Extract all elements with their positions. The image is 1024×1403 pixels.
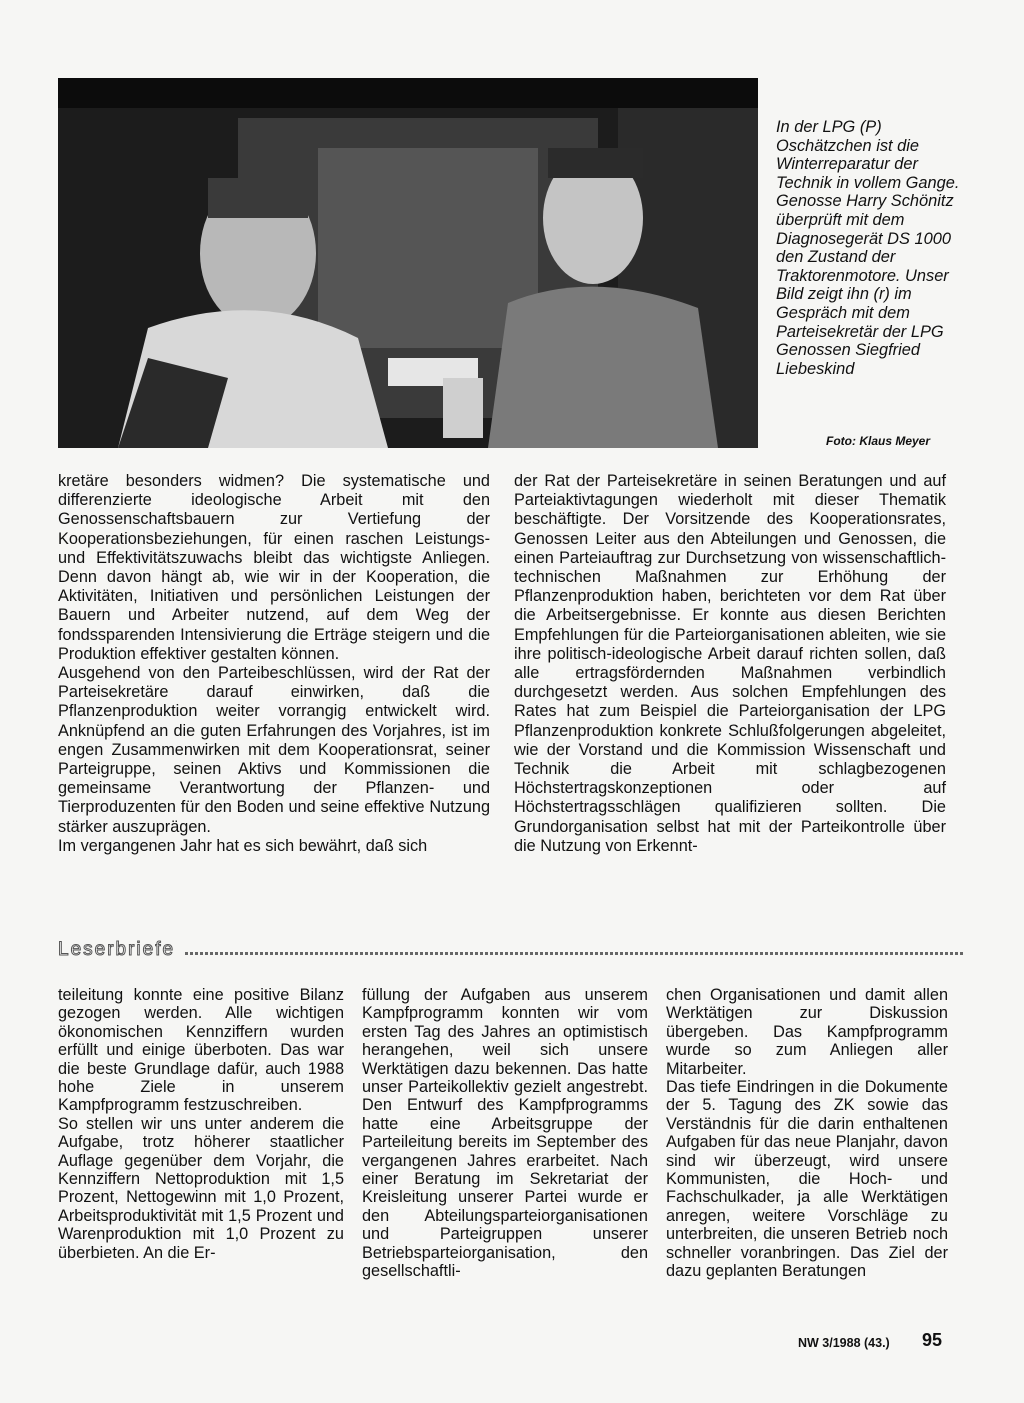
section-title: Leserbriefe (58, 939, 176, 960)
letters-paragraph: Das tiefe Eindringen in die Dokumente der 5. Tagung des ZK sowie das Verständnis für die darin enthaltenen Aufgaben für das neue Planjahr, davon sind wir überzeugt, wird unsere Kommunisten, die Hoch- und Fachschulkader, ja alle Werktätigen anregen, weitere Vorschläge zu unterbreiten, die unseren Betrieb noch schneller voranbringen. Das Ziel der dazu geplanten Beratungen (666, 1078, 948, 1281)
article-paragraph: der Rat der Parteisekretäre in seinen Beratungen und auf Parteiaktivtagungen wiederholt mit dieser Thematik beschäftigte. Der Vorsitzende des Kooperationsrates, Genossen Leiter aus den Abteilungen und Genossen, die einen Parteiauftrag zur Durchsetzung von wissenschaftlich-technischen Maßnahmen zur Erhöhung der Pflanzenproduktion haben, berichteten vor dem Rat über die Arbeitsergebnisse. Er konnte aus diesen Berichten Empfehlungen für die Parteiorganisationen ableiten, wie sie ihre politisch-ideologische Arbeit darauf richten sollen, daß alle ertragsfördernden Maßnahmen verbindlich durchgesetzt werden. Aus solchen Empfehlungen des Rates hat zum Beispiel die Parteiorganisation der LPG Pflanzenproduktion konkrete Schlußfolgerungen abgeleitet, wie der Vorstand und die Kommission Wissenschaft und Technik die Arbeit mit schlagbezogenen Höchstertragskonzeptionen oder auf Höchstertragsschlägen qualifizieren sollten. Die Grundorganisation selbst hat mit der Parteikontrolle über die Nutzung von Erkennt- (514, 472, 946, 855)
page-number: 95 (922, 1330, 943, 1350)
article-paragraph: kretäre besonders widmen? Die systematische und differenzierte ideologische Arbeit mit den Genossenschaftsbauern zur Vertiefung der Kooperationsbeziehungen, für einen raschen Leistungs- und Effektivitätszuwachs bleibt das wichtigste Anliegen. Denn davon hängt ab, wie wir in der Kooperation, die Aktivitäten, Initiativen und persönlichen Leistungen der Bauern und Arbeiter nutzend, auf dem Weg der fondssparenden Intensivierung die Erträge steigern und die Produktion effektiver gestalten können. (58, 472, 490, 663)
article-paragraph: Ausgehend von den Parteibeschlüssen, wird der Rat der Parteisekretäre darauf einwirken, daß die Pflanzenproduktion weiter vorrangig entwickelt wird. Anknüpfend an die guten Erfahrungen des Vorjahres, ist im engen Zusammenwirken mit dem Kooperationsrat, seiner Parteigruppe, seinen Aktivs und Kommissionen die gemeinsame Verantwortung der Pflanzen- und Tierproduzenten für den Boden und seine effektive Nutzung stärker auszuprägen. (58, 664, 490, 836)
photo-credit: Foto: Klaus Meyer (826, 434, 931, 448)
caption-text: In der LPG (P) Oschätzchen ist die Winterreparatur der Technik in vollem Gange. Genosse Harry Schönitz überprüft mit dem Diagnosegerät DS 1000 den Zustand der Traktorenmotore. Unser Bild zeigt ihn (r) im Gespräch mit dem Parteisekretär der LPG Genossen Siegfried Liebeskind (776, 118, 960, 378)
letters-paragraph: So stellen wir uns unter anderem die Aufgabe, trotz höherer staatlicher Auflage gegenüber dem Vorjahr, die Kennziffern Nettoproduktion mit 1,5 Prozent, Nettogewinn mit 1,0 Prozent, Arbeitsproduktivität mit 1,5 Prozent und Warenproduktion mit 1,0 Prozent zu überbieten. An die Er- (58, 1114, 344, 1262)
article-column-1 (58, 472, 490, 856)
section-header-leserbriefe (58, 936, 964, 964)
letters-paragraph: füllung der Aufgaben aus unserem Kampfprogramm konnten wir vom ersten Tag des Jahres an optimistisch herangehen, weil sich unsere Werktätigen dazu bekennen. Das hatte unser Parteikollektiv gezielt angestrebt. Den Entwurf des Kampfprogramms hatte eine Arbeitsgruppe der Parteileitung bereits im September des vergangenen Jahres erarbeitet. Nach einer Beratung im Sekretariat der Kreisleitung unserer Partei wurde er den Abteilungsparteiorganisationen und Parteigruppen unserer Betriebsparteiorganisation, den gesellschaftli- (362, 986, 648, 1281)
article-paragraph: Im vergangenen Jahr hat es sich bewährt, daß sich (58, 836, 428, 855)
footer-issue: NW 3/1988 (43.) (798, 1336, 890, 1350)
letters-paragraph: teileitung konnte eine positive Bilanz gezogen werden. Alle wichtigen ökonomischen Kennziffern wurden erfüllt und einige überboten. Das war die beste Grundlage dafür, auch 1988 hohe Ziele in unserem Kampfprogramm festzuschreiben. (58, 986, 344, 1115)
photo-caption (776, 118, 976, 378)
photo-illustration (58, 78, 758, 448)
article-column-2 (514, 472, 946, 856)
letters-paragraph: chen Organisationen und damit allen Werktätigen zur Diskussion übergeben. Das Kampfprogramm wurde so zum Anliegen aller Mitarbeiter. (666, 986, 948, 1078)
letters-column-3 (666, 986, 948, 1281)
section-rule (185, 952, 964, 955)
letters-column-2 (362, 986, 648, 1281)
photo-two-men-workshop (58, 78, 758, 448)
letters-column-1 (58, 986, 344, 1262)
